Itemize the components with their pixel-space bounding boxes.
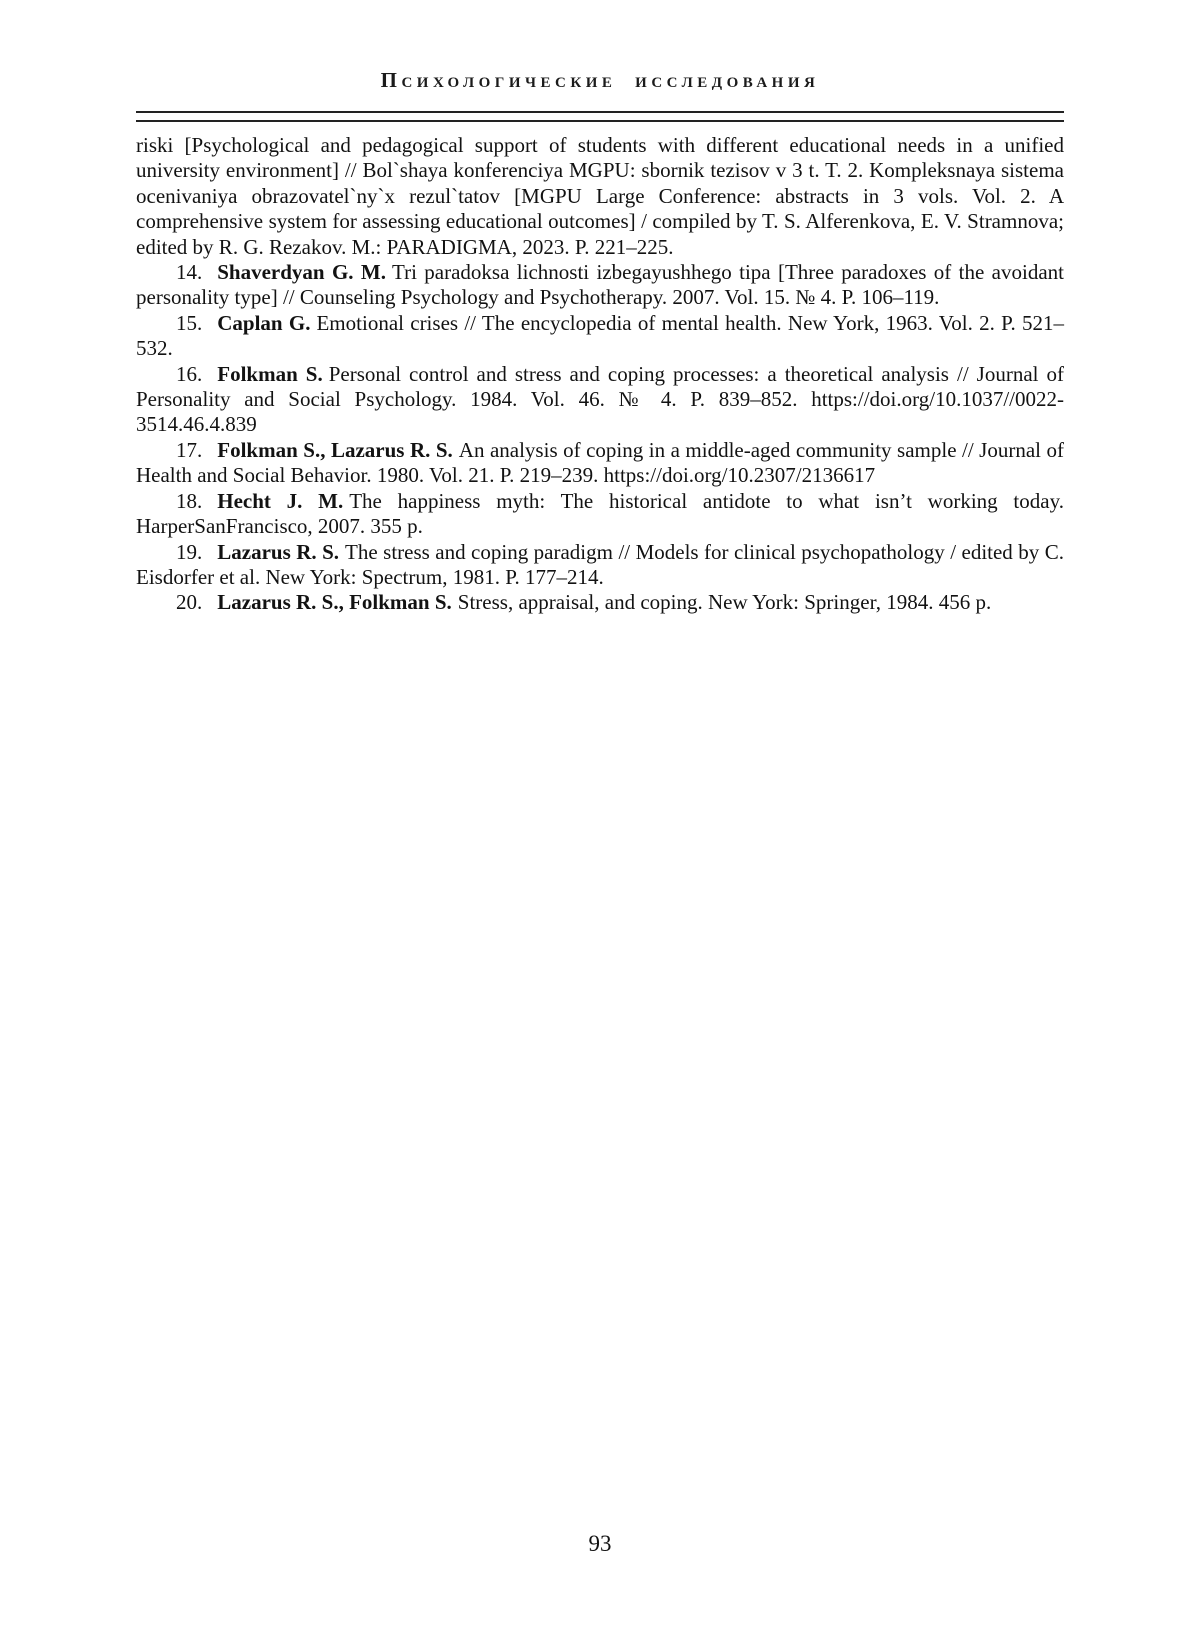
reference-authors: Hecht J. M. [217,488,344,513]
reference-text: Emotional crises // The encyclopedia of mental health. New York, 1963. Vol. 2. P. 521–532. [136,310,1065,361]
page-number: 93 [588,1531,612,1556]
reference-authors: Folkman S. [217,361,323,386]
reference-item-17 [136,438,1064,489]
reference-authors: Shaverdyan G. M. [217,260,386,285]
reference-item-20 [136,590,1064,615]
header-double-rule [136,111,1064,122]
reference-number: 16. [176,361,203,386]
reference-item-15 [136,311,1064,362]
reference-continuation-paragraph: riski [Psychological and pedagogical support of students with different educational needs in a unified university environment] // Bol`shaya konferenciya MGPU: sbornik tezisov v 3 t. T. 2. Kompleksnaya sistema ocenivaniya obrazovatel`ny`x rezul`tatov [MGPU Large Conference: abstracts in 3 vols. Vol. 2. A comprehensive system for assessing educational outcomes] / compiled by T. S. Alferenkova, E. V. Stramnova; edited by R. G. Rezakov. M.: PARADIGMA, 2023. P. 221–225. [136,133,1064,259]
reference-item-16 [136,362,1064,438]
reference-authors: Lazarus R. S. [217,539,340,564]
reference-number: 17. [176,437,203,462]
reference-authors: Folkman S., Lazarus R. S. [217,437,453,462]
reference-item-14 [136,260,1064,311]
reference-number: 18. [176,488,203,513]
reference-text: Tri paradoksa lichnosti izbegayushhego tipa [Three paradoxes of the avoidant personality type] // Counseling Psychology and Psychotherapy. 2007. Vol. 15. № 4. P. 106–119. [136,260,1064,310]
reference-number: 19. [176,539,203,564]
reference-number: 20. [176,590,203,615]
references-text-block [136,133,1064,616]
reference-text: The happiness myth: The historical antidote to what isn’t working today. HarperSanFrancisco, 2007. 355 p. [136,488,1064,539]
reference-number: 15. [176,310,203,335]
reference-number: 14. [176,260,203,285]
reference-text: Personal control and stress and coping processes: a theoretical analysis // Journal of Personality and Social Psychology. 1984. Vol. 46. № 4. P. 839–852. https://doi.org/10.1037//0022-3514.46.4.839 [136,361,1064,437]
reference-authors: Lazarus R. S., Folkman S. [217,590,452,615]
reference-item-18 [136,489,1064,540]
reference-item-19 [136,540,1064,591]
reference-authors: Caplan G. [217,310,311,335]
running-head-journal-title: Психологические исследования [380,68,820,92]
reference-text: Stress, appraisal, and coping. New York: Springer, 1984. 456 p. [457,590,992,615]
reference-text: The stress and coping paradigm // Models for clinical psychopathology / edited by C. Eisdorfer et al. New York: Spectrum, 1981. P. 177–214. [136,539,1064,589]
reference-text: An analysis of coping in a middle-aged community sample // Journal of Health and Social Behavior. 1980. Vol. 21. P. 219–239. https://doi.org/10.2307/2136617 [136,437,1064,488]
